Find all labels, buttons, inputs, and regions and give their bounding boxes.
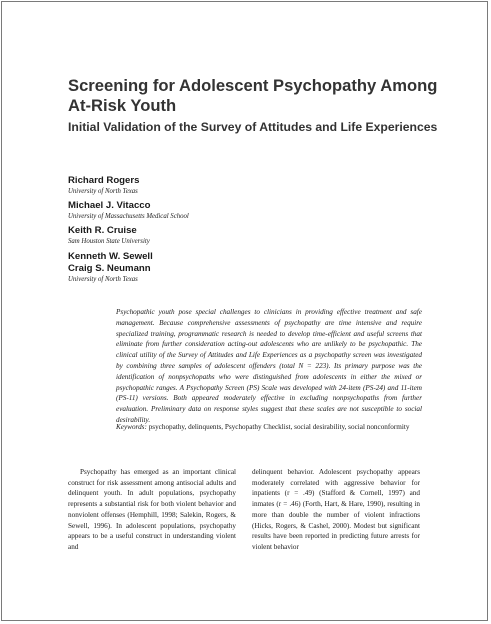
- keywords: [116, 422, 422, 433]
- author-affiliation: University of North Texas: [68, 188, 138, 195]
- author-name: Craig S. Neumann: [68, 263, 151, 274]
- keywords-text: psychopathy, delinquents, Psychopathy Checklist, social desirability, social nonconformity: [146, 423, 410, 431]
- article-subtitle: Initial Validation of the Survey of Attitudes and Life Experiences: [68, 120, 438, 134]
- body-column-right: delinquent behavior. Adolescent psychopathy appears moderately correlated with aggressive behavior for inpatients (r = .49) (Stafford & Cornell, 1997) and inmates (r = .46) (Forth, Hart, & Hare, 1990), resulting in more than double the number of violent infractions (Hicks, Rogers, & Cashel, 2000). Modest but significant results have been reported in predicting future arrests for violent behavior: [252, 468, 420, 551]
- keywords-label: Keywords:: [116, 423, 147, 431]
- author-group: [68, 200, 428, 221]
- article-title: Screening for Adolescent Psychopathy Among At-Risk Youth: [68, 76, 438, 115]
- author-group: [68, 225, 428, 246]
- author-group: [68, 251, 428, 284]
- author-name: Michael J. Vitacco: [68, 200, 151, 211]
- author-affiliation: University of North Texas: [68, 276, 138, 283]
- author-group: [68, 175, 428, 196]
- abstract: Psychopathic youth pose special challenges to clinicians in providing effective treatment and safe management. Because comprehensive assessments of psychopathy are time intensive and require specialized training, programmatic research is needed to develop time-efficient and useful screens that eliminate from further consideration acting-out adolescents who are unlikely to be psychopathic. The clinical utility of the Survey of Attitudes and Life Experiences as a psychopathy screen was investigated by combining three samples of adolescent offenders (total N = 223). Its primary purpose was the identification of nonpsychopaths who were distinguished from adolescents in either the mixed or psychopathic ranges. A Psychopathy Screen (PS) Scale was developed with 24-item (PS-24) and 11-item (PS-11) versions. Both appeared moderately effective in excluding nonpsychopaths from further evaluation. Preliminary data on response styles suggest that these scales are not susceptible to social desirability.: [116, 308, 422, 424]
- author-name: Keith R. Cruise: [68, 225, 137, 236]
- author-affiliation: Sam Houston State University: [68, 238, 150, 245]
- author-name: Richard Rogers: [68, 175, 140, 186]
- author-name: Kenneth W. Sewell: [68, 251, 153, 262]
- author-affiliation: University of Massachusetts Medical School: [68, 213, 189, 220]
- body-column-left: Psychopathy has emerged as an important clinical construct for risk assessment among antisocial adults and delinquent youth. In adult populations, psychopathy represents a substantial risk for both violent behavior and nonviolent offenses (Hemphill, 1998; Salekin, Rogers, & Sewell, 1996). In adolescent populations, psychopathy appears to be a useful construct in understanding violent and: [68, 468, 236, 551]
